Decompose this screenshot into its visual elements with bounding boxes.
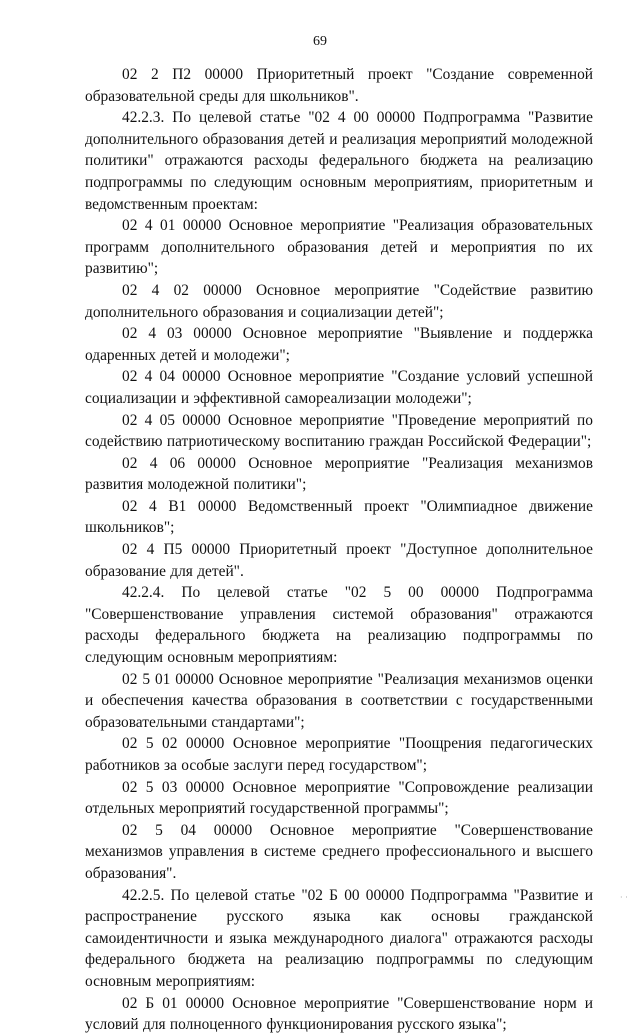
paragraph-measure-02-4-02: 02 4 02 00000 Основное мероприятие "Содействие развитию дополнительного образования и социализации детей"; bbox=[85, 281, 593, 321]
paragraph-measure-02-4-05: 02 4 05 00000 Основное мероприятие "Проведение мероприятий по содействию патриотическому воспитанию граждан Российской Федерации"; bbox=[85, 411, 593, 451]
paragraph-measure-02-5-02: 02 5 02 00000 Основное мероприятие "Поощрения педагогических работников за особые заслуги перед государством"; bbox=[85, 735, 593, 774]
paragraph-measure-02-4-06: 02 4 06 00000 Основное мероприятие "Реализация механизмов развития молодежной политики"; bbox=[85, 454, 593, 494]
paragraph-measure-02-5-04: 02 5 04 00000 Основное мероприятие "Совершенствование механизмов управления в системе среднего профессионального и высшего образования". bbox=[85, 821, 593, 882]
paragraph-measure-02-4-01: 02 4 01 00000 Основное мероприятие "Реализация образовательных программ дополнительного образования детей и мероприятия по их развитию"; bbox=[85, 217, 593, 278]
paragraph-measure-02-4-03: 02 4 03 00000 Основное мероприятие "Выявление и поддержка одаренных детей и молодежи"; bbox=[85, 325, 593, 364]
scan-artifact: · · bbox=[620, 893, 628, 902]
document-body bbox=[85, 64, 593, 1036]
paragraph-project-02-4-p5: 02 4 П5 00000 Приоритетный проект "Доступное дополнительное образование для детей". bbox=[85, 541, 593, 580]
paragraph-project-02-4-b1: 02 4 В1 00000 Ведомственный проект "Олимпиадное движение школьников"; bbox=[85, 497, 593, 537]
paragraph-article-42-2-3: 42.2.3. По целевой статье "02 4 00 00000 Подпрограмма "Развитие дополнительного образования детей и реализация мероприятий молодежной политики" отражаются расходы федерального бюджета на реализацию подпрограммы по следующим основным мероприятиям, приоритетным и ведомственным проектам: bbox=[85, 109, 593, 213]
paragraph-measure-02-5-03: 02 5 03 00000 Основное мероприятие "Сопровождение реализации отдельных мероприятий государственной программы"; bbox=[85, 778, 593, 818]
paragraph-article-42-2-5: 42.2.5. По целевой статье "02 Б 00 00000 Подпрограмма "Развитие и распространение русского языка как основы гражданской самоидентичности и языка международного диалога" отражаются расходы федерального бюджета на реализацию подпрограммы по следующим основным мероприятиям: bbox=[85, 886, 593, 990]
page-number: 69 bbox=[313, 34, 327, 49]
paragraph-priority-project-p2: 02 2 П2 00000 Приоритетный проект "Создание современной образовательной среды для школьников". bbox=[85, 66, 593, 105]
paragraph-measure-02-b-01: 02 Б 01 00000 Основное мероприятие "Совершенствование норм и условий для полноценного функционирования русского языка"; bbox=[85, 994, 593, 1034]
paragraph-measure-02-5-01: 02 5 01 00000 Основное мероприятие "Реализация механизмов оценки и обеспечения качества образования в соответствии с государственными образовательными стандартами"; bbox=[85, 670, 593, 731]
paragraph-measure-02-4-04: 02 4 04 00000 Основное мероприятие "Создание условий успешной социализации и эффективной самореализации молодежи"; bbox=[85, 368, 593, 407]
paragraph-article-42-2-4: 42.2.4. По целевой статье "02 5 00 00000 Подпрограмма "Совершенствование управления системой образования" отражаются расходы федерального бюджета на реализацию подпрограммы по следующим основным мероприятиям: bbox=[85, 584, 593, 667]
